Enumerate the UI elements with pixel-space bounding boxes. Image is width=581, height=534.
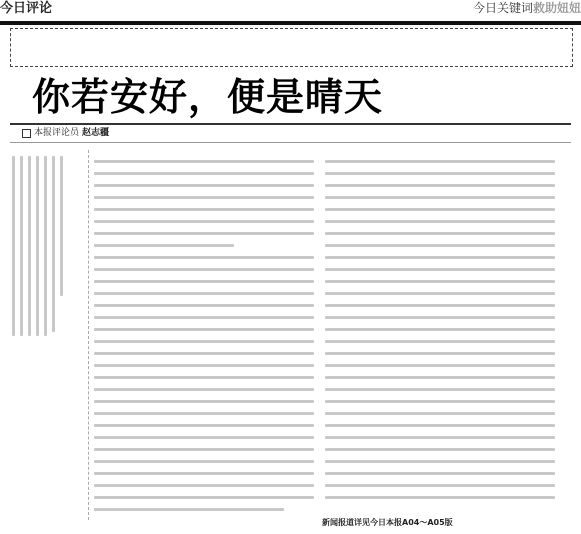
column-name: 今日评论 bbox=[0, 0, 53, 15]
headline-rule bbox=[10, 123, 571, 125]
top-rule bbox=[0, 21, 581, 25]
body-column-2 bbox=[325, 160, 555, 508]
byline-box-icon bbox=[22, 129, 31, 138]
keyword-tag bbox=[473, 0, 581, 16]
byline-prefix: 本报评论员 bbox=[34, 128, 80, 138]
keyword-value: 救助妞妞 bbox=[532, 1, 581, 15]
column-divider bbox=[88, 150, 89, 520]
lead-box bbox=[10, 28, 573, 67]
byline-rule bbox=[10, 142, 571, 143]
side-note bbox=[12, 156, 82, 341]
keyword-label: 今日关键词 bbox=[472, 1, 533, 15]
byline-author: 赵志疆 bbox=[82, 128, 110, 138]
related-report-line: 新闻报道详见今日本报A04～A05版 bbox=[322, 518, 453, 527]
byline bbox=[22, 127, 109, 139]
headline: 你若安好，便是晴天 bbox=[32, 75, 384, 119]
body-column-1 bbox=[94, 160, 314, 520]
